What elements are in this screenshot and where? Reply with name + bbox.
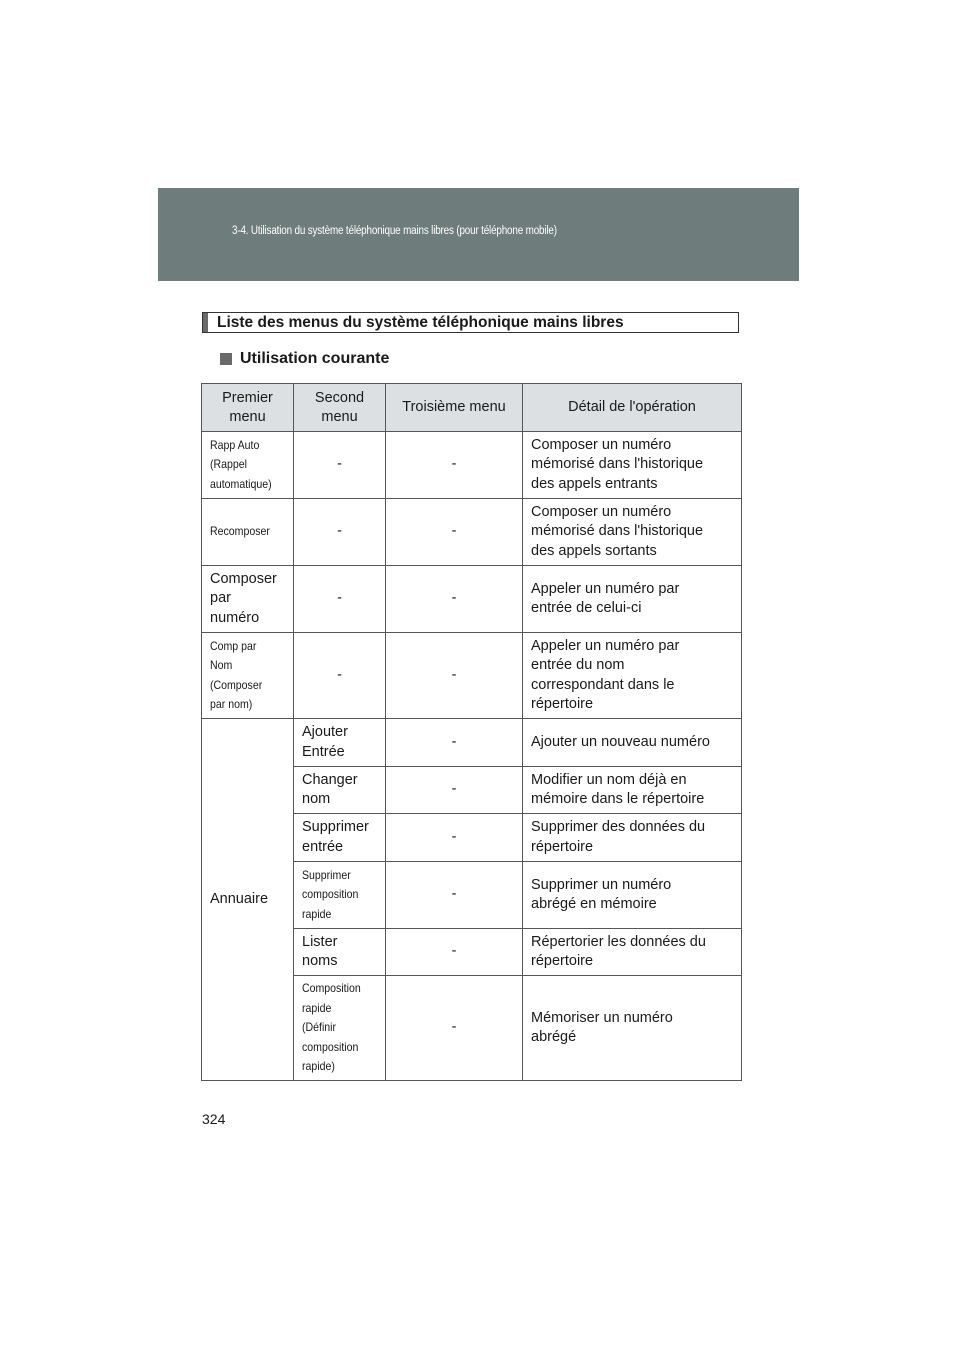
chapter-header-text: 3-4. Utilisation du système téléphonique mains libres (pour téléphone mobile) (232, 225, 557, 237)
table-cell: Modifier un nom déjà en mémoire dans le répertoire (523, 767, 742, 814)
table-row (202, 432, 742, 499)
table-cell: Composer par numéro (202, 566, 294, 633)
table-cell: Supprimer un numéro abrégé en mémoire (523, 862, 742, 929)
table-cell: - (386, 929, 523, 976)
table-cell: - (386, 432, 523, 499)
table-cell: - (386, 566, 523, 633)
section-title-box (202, 312, 739, 333)
table-cell: - (294, 432, 386, 499)
table-cell: Changer nom (294, 767, 386, 814)
table-cell: - (386, 499, 523, 566)
table-cell: - (294, 499, 386, 566)
subheading-text: Utilisation courante (240, 350, 390, 367)
annuaire-cell: Annuaire (202, 719, 294, 1081)
table-cell: Composer un numéro mémorisé dans l'historique des appels sortants (523, 499, 742, 566)
table-cell (202, 633, 294, 719)
table-cell: Mémoriser un numéro abrégé (523, 976, 742, 1081)
table-cell: Ajouter un nouveau numéro (523, 719, 742, 767)
table-cell: - (386, 814, 523, 862)
table-cell: Appeler un numéro par entrée du nom correspondant dans le répertoire (523, 633, 742, 719)
table-cell: Composer un numéro mémorisé dans l'historique des appels entrants (523, 432, 742, 499)
page-number: 324 (202, 1111, 226, 1127)
table-cell: - (294, 566, 386, 633)
chapter-header-band (158, 188, 799, 281)
table-header-row (202, 384, 742, 432)
table-cell: Appeler un numéro par entrée de celui-ci (523, 566, 742, 633)
table-cell (202, 432, 294, 499)
table-cell: - (386, 633, 523, 719)
table-cell: Supprimer des données du répertoire (523, 814, 742, 862)
section-title: Liste des menus du système téléphonique mains libres (217, 313, 624, 331)
table-cell: Répertorier les données du répertoire (523, 929, 742, 976)
table-row (202, 566, 742, 633)
section-title-marker (203, 313, 208, 332)
menu-label: Rapp Auto (Rappel automatique) (210, 437, 272, 491)
header-troisieme-menu: Troisième menu (386, 384, 523, 432)
table-row (202, 633, 742, 719)
header-detail-operation: Détail de l'opération (523, 384, 742, 432)
table-cell: Supprimer entrée (294, 814, 386, 862)
square-bullet-icon (220, 353, 232, 365)
table-row (202, 719, 742, 767)
subheading (220, 350, 389, 368)
table-cell: - (386, 719, 523, 767)
table-cell (294, 862, 386, 929)
menu-label: Comp par Nom (Composer par nom) (210, 638, 263, 711)
menu-label: Recomposer (210, 524, 270, 539)
table-cell: - (386, 976, 523, 1081)
table-row (202, 499, 742, 566)
menu-label: Composition rapide (Définir composition rapide) (302, 981, 361, 1074)
table-cell: - (386, 862, 523, 929)
table-cell (294, 976, 386, 1081)
header-second-menu: Second menu (294, 384, 386, 432)
table-cell (202, 499, 294, 566)
table-cell: Ajouter Entrée (294, 719, 386, 767)
table-cell: - (294, 633, 386, 719)
table-cell: Lister noms (294, 929, 386, 976)
table-cell: - (386, 767, 523, 814)
menu-table (201, 383, 742, 1081)
header-premier-menu: Premier menu (202, 384, 294, 432)
menu-label: Supprimer composition rapide (302, 867, 359, 921)
